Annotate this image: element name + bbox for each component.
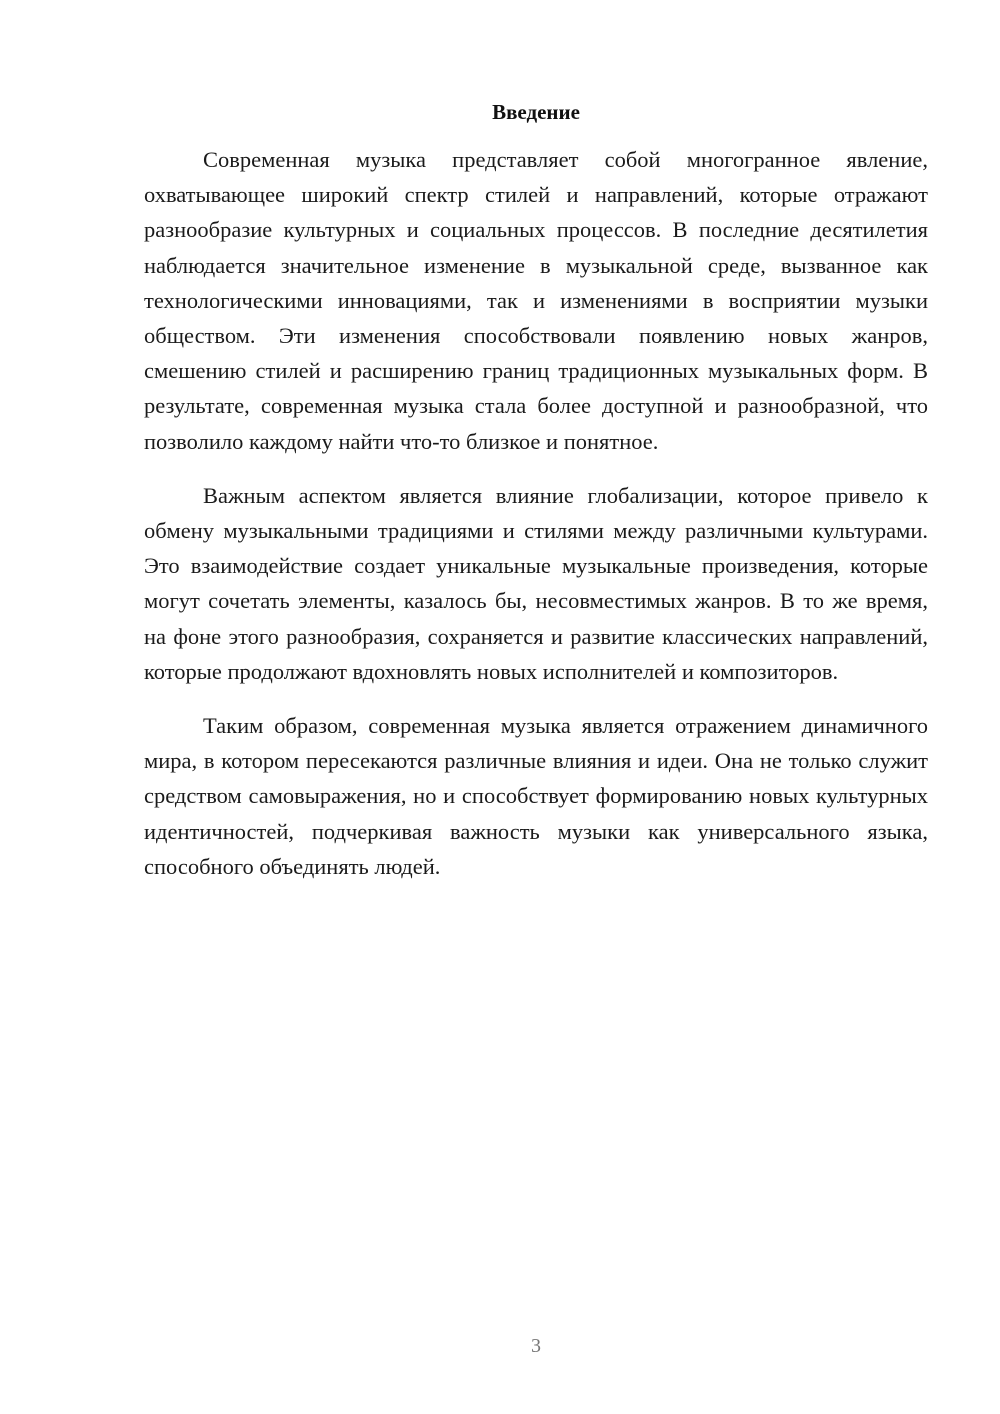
paragraph-1: Современная музыка представляет собой многогранное явление, охватывающее широкий спектр стилей и направлений, которые отражают разнообразие культурных и социальных процессов. В последние десятилетия наблюдается значительное изменение в музыкальной среде, вызванное как технологическими инновациями, так и изменениями в восприятии музыки обществом. Эти изменения способствовали появлению новых жанров, смешению стилей и расширению границ традиционных музыкальных форм. В результате, современная музыка стала более доступной и разнообразной, что позволило каждому найти что-то близкое и понятное. — [144, 147, 928, 454]
section-heading: Введение — [492, 100, 580, 124]
paragraph-3: Таким образом, современная музыка является отражением динамичного мира, в котором пересекаются различные влияния и идеи. Она не только служит средством самовыражения, но и способствует формированию новых культурных идентичностей, подчеркивая важность музыки как универсального языка, способного объединять людей. — [144, 713, 928, 879]
document-body — [144, 142, 928, 884]
page-number: 3 — [531, 1335, 541, 1357]
paragraph-2: Важным аспектом является влияние глобализации, которое привело к обмену музыкальными традициями и стилями между различными культурами. Это взаимодействие создает уникальные музыкальные произведения, которые могут сочетать элементы, казалось бы, несовместимых жанров. В то же время, на фоне этого разнообразия, сохраняется и развитие классических направлений, которые продолжают вдохновлять новых исполнителей и композиторов. — [144, 482, 928, 684]
